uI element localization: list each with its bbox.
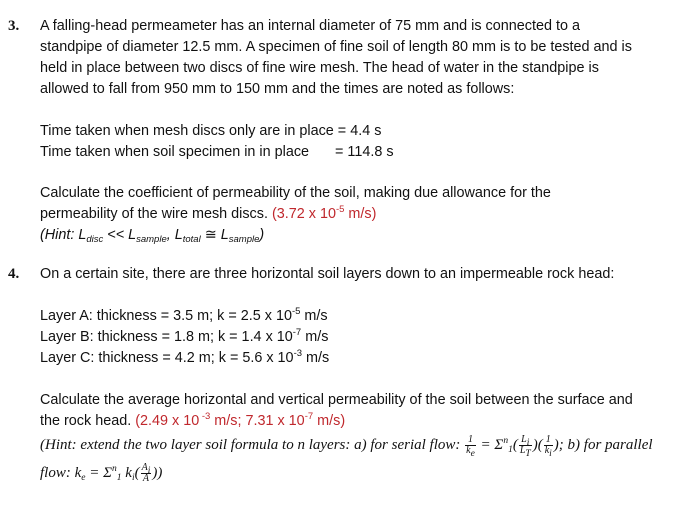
q4-layer-b-exp: -7	[292, 327, 302, 338]
q4-layer-a-unit: m/s	[300, 308, 328, 324]
q3-answer-base: (3.72 x 10	[271, 206, 336, 222]
q4-answer	[135, 413, 345, 429]
q3-hint-sub-disc: disc	[86, 234, 104, 245]
q4-answer-b-exp: -7	[304, 411, 314, 422]
q4-calc	[40, 390, 690, 432]
q4-hint-line-2-sub: e	[81, 473, 86, 483]
q4-layer-a-text: Layer A: thickness = 3.5 m; k = 2.5 x 10	[40, 308, 292, 324]
q4-answer-end: m/s)	[313, 413, 346, 429]
q4-calc-line-2-text: the rock head.	[40, 413, 132, 429]
q3-hint-sub-total: total	[182, 234, 201, 245]
q4-layer-a-exp: -5	[291, 306, 301, 317]
q3-calc-line-1: Calculate the coefficient of permeability of the soil, making due allowance for the	[40, 185, 551, 201]
q4-hint-eq1-sigma: = Σ	[476, 437, 504, 453]
q4-answer-a-exp: -3	[199, 411, 211, 422]
q3-para-line-2: standpipe of diameter 12.5 mm. A specimen of fine soil of length 80 mm is to be tested and is	[40, 39, 632, 55]
q4-hint-line-1: (Hint: extend the two layer soil formula to n layers: a) for serial flow: $\frac{1}{ke}$ = $\Sigma^n_1$( $\frac{Li}{LT}$ )( $\frac{1}{ki}$ ); b) for parallel	[40, 434, 653, 460]
q4-hint-eq1-n: n	[503, 436, 509, 446]
q3-hint-sub-sample: sample	[136, 234, 167, 245]
q3-time-mesh: Time taken when mesh discs only are in place = 4.4 s	[40, 123, 382, 139]
q3-para-line-3: held in place between two discs of fine wire mesh. The head of water in the standpipe is	[40, 60, 599, 76]
q4-hint-eq1-lhs-den-sub: e	[470, 449, 475, 460]
q3-hint-sub-sample2: sample	[228, 234, 260, 245]
q4-layer-b-text: Layer B: thickness = 1.8 m; k = 1.4 x 10	[40, 329, 293, 345]
q3-para-line-4: allowed to fall from 950 mm to 150 mm and the times are noted as follows:	[40, 81, 515, 97]
q4-layer-b-unit: m/s	[301, 329, 329, 345]
q4-layers	[40, 306, 690, 369]
q4-calc-line-2	[40, 411, 690, 432]
q4-layer-c-exp: -3	[293, 348, 303, 359]
q4-hint-eq1-one: 1	[508, 445, 513, 455]
q3-calc-line-2	[40, 204, 690, 225]
q4-hint-eq1-f1-den	[519, 445, 532, 460]
q4-hint-eq1-f2-den-sub: i	[549, 449, 552, 460]
question-3-body	[40, 16, 690, 100]
q4-layer-a	[40, 306, 690, 327]
q3-hint-approx: ≅ L	[200, 227, 229, 243]
q4-answer-mid: m/s; 7.31 x 10	[210, 413, 305, 429]
q4-hint-line-1-end: ; b) for parallel	[558, 437, 653, 453]
q3-hint	[40, 225, 690, 246]
q3-times	[40, 121, 690, 163]
q3-answer-exp: -5	[335, 204, 345, 215]
q4-hint-eq1-lhs	[465, 434, 476, 460]
q3-calc	[40, 183, 690, 246]
q4-hint-eq1-f2-den-k: k	[544, 445, 550, 457]
q4-hint-eq1-f1-num-sub: i	[526, 438, 530, 449]
q4-hint-eq1-f2	[544, 434, 553, 460]
q4-hint-eq2-f-den: A	[142, 473, 149, 485]
q4-calc-line-1: Calculate the average horizontal and vertical permeability of the soil between the surface and	[40, 392, 633, 408]
q3-hint-prefix: (Hint: L	[40, 227, 87, 243]
q4-layer-c	[40, 348, 690, 369]
q4-hint-eq2-one: 1	[116, 473, 122, 483]
question-3-number: 3.	[8, 18, 20, 34]
q4-hint-line-2: flow: $k_e = \Sigma^n_1$ $k_i$( $\frac{Ai}{A}$ ))	[40, 462, 163, 485]
q4-hint-eq1-f2-den	[544, 445, 553, 460]
q4-hint-eq1-f1-den-sub: T	[525, 449, 531, 460]
q4-hint-eq2-f	[141, 463, 152, 484]
q4-layer-c-text: Layer C: thickness = 4.2 m; k = 5.6 x 10	[40, 350, 294, 366]
q3-hint-close: )	[259, 227, 265, 243]
q3-calc-line-2-text: permeability of the wire mesh discs.	[40, 206, 268, 222]
q4-hint-eq1-lhs-num: 1	[465, 435, 476, 446]
q4-hint-eq1-f1-num-l: L	[521, 434, 527, 446]
q3-hint-mid1: << L	[103, 227, 137, 243]
q4-answer-a: (2.49 x 10	[135, 413, 200, 429]
q3-para-line-1: A falling-head permeameter has an internal diameter of 75 mm and is connected to a	[40, 18, 580, 34]
q4-hint-line-1-text: (Hint: extend the two layer soil formula to n layers: a) for serial flow:	[40, 437, 461, 453]
q3-time-soil-value: = 114.8 s	[335, 144, 394, 160]
q4-hint-eq2-k: k	[121, 465, 132, 481]
q4-hint-eq1-lhs-den	[465, 445, 476, 460]
q4-hint-eq2-f-num-sub: i	[147, 466, 151, 477]
q4-hint-eq1-f1-den-l: L	[519, 445, 526, 457]
q4-hint-eq1-f1	[519, 434, 532, 460]
q4-layer-b	[40, 327, 690, 348]
q4-intro: On a certain site, there are three horizontal soil layers down to an impermeable rock head:	[40, 266, 615, 282]
q4-hint-eq2-sigma: = Σ	[85, 465, 113, 481]
q4-hint-line-2-start: flow: k	[40, 465, 82, 481]
q4-hint-eq1-lhs-den-k: k	[466, 445, 471, 457]
q4-layer-c-unit: m/s	[302, 350, 330, 366]
question-4-number: 4.	[8, 266, 20, 282]
q3-hint-mid2: , L	[166, 227, 183, 243]
q4-hint	[40, 433, 690, 485]
q4-hint-eq2-n: n	[112, 464, 117, 474]
q3-answer-unit: m/s)	[344, 206, 377, 222]
q3-time-soil-label: Time taken when soil specimen in in place	[40, 144, 310, 160]
q4-hint-eq2-f-num-a: A	[141, 462, 148, 474]
q4-hint-eq1-f2-num: 1	[544, 435, 553, 446]
q4-hint-eq2-k-sub: i	[131, 473, 135, 483]
q3-time-soil	[40, 142, 690, 163]
q3-answer	[272, 206, 376, 222]
q4-hint-line-2-end: ))	[152, 465, 163, 481]
